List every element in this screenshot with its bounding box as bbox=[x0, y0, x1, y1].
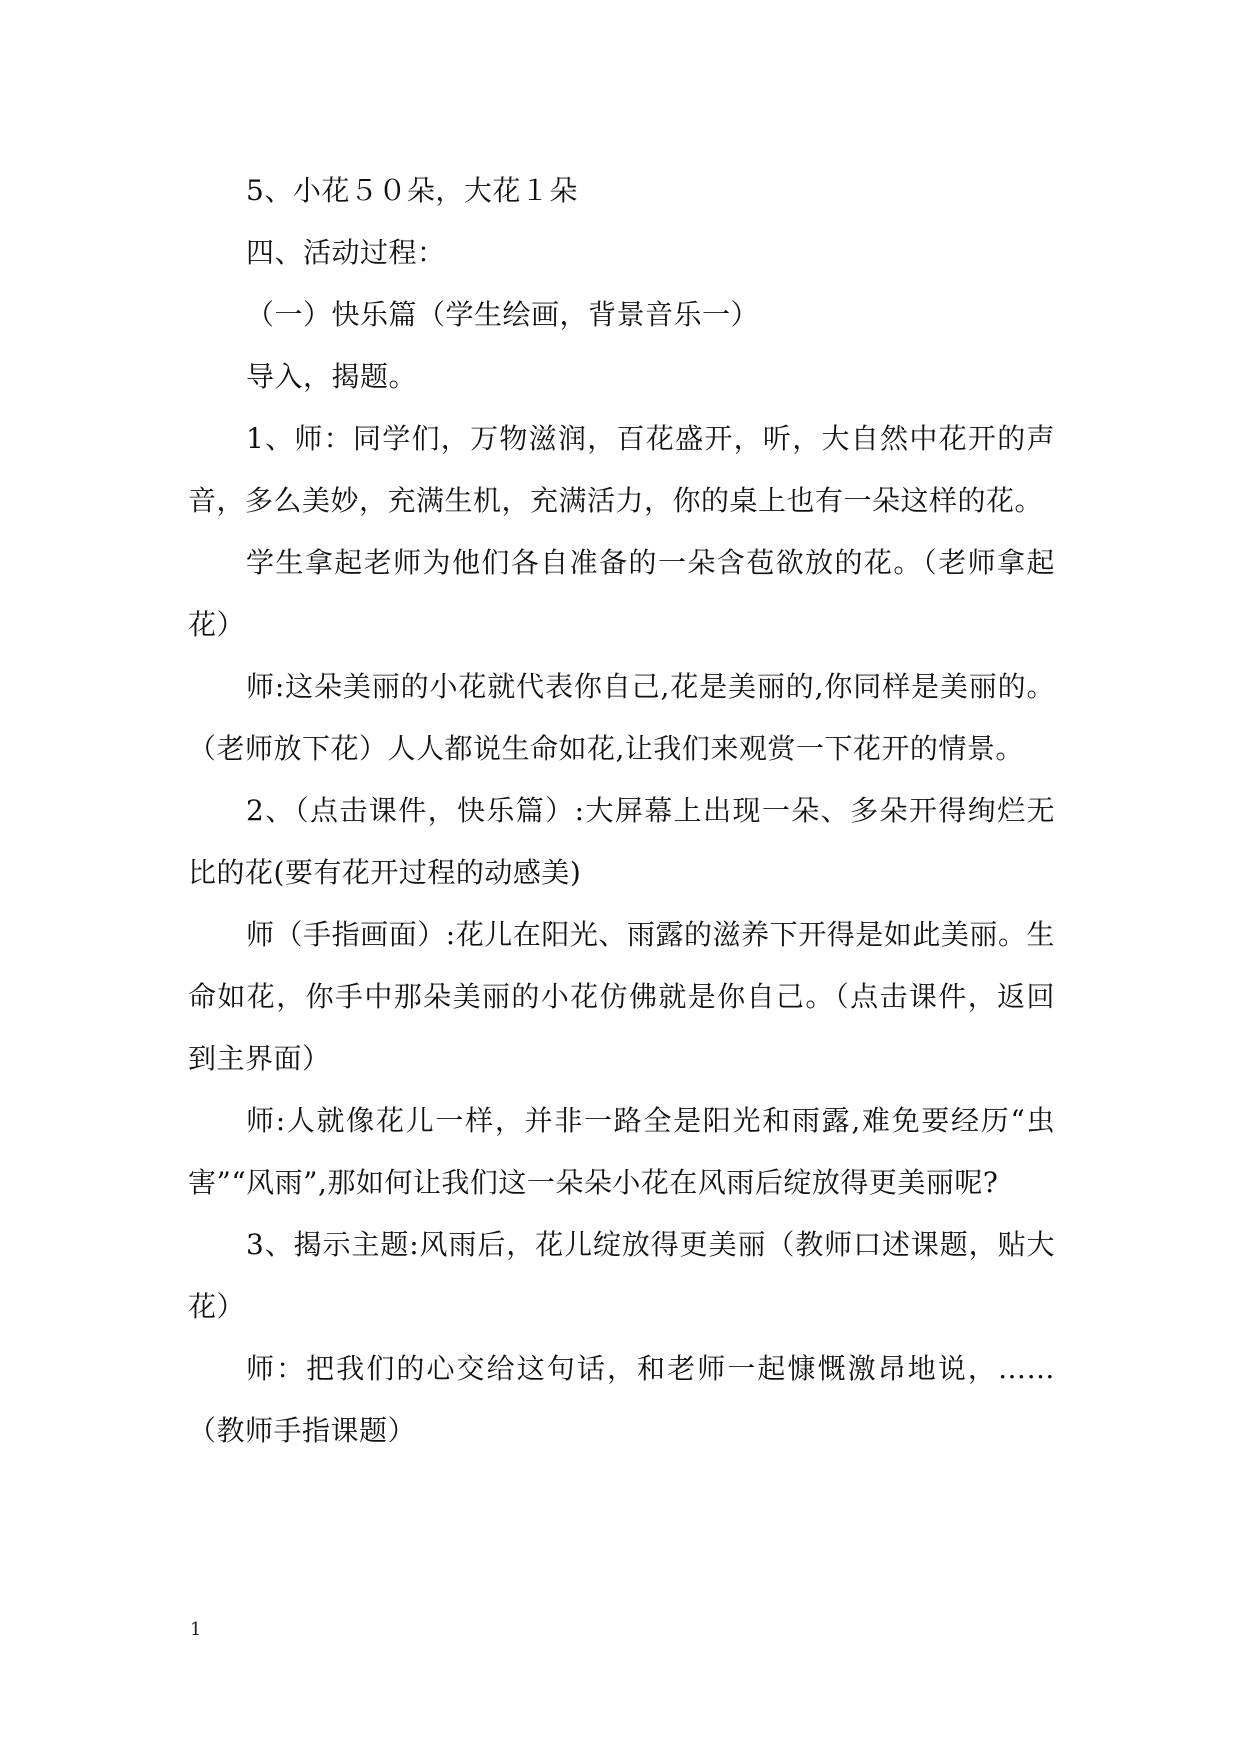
paragraph-teacher-read-title: 师：把我们的心交给这句话，和老师一起慷慨激昂地说，……（教师手指课题） bbox=[188, 1352, 1055, 1447]
paragraph-teacher-screen: 师（手指画面）:花儿在阳光、雨露的滋养下开得是如此美丽。生命如花，你手中那朵美丽的小花仿佛就是你自己。（点击课件，返回到主界面） bbox=[188, 918, 1055, 1075]
paragraph-teacher-wind-rain: 师:人就像花儿一样，并非一路全是阳光和雨露,难免要经历“虫害”“风雨”,那如何让我们这一朵朵小花在风雨后绽放得更美丽呢? bbox=[188, 1104, 1055, 1199]
paragraph-step-1: 1、师：同学们，万物滋润，百花盛开，听，大自然中花开的声音，多么美妙，充满生机，充满活力，你的桌上也有一朵这样的花。 bbox=[188, 422, 1055, 517]
paragraph-step-2: 2、（点击课件，快乐篇）:大屏幕上出现一朵、多朵开得绚烂无比的花(要有花开过程的动感美) bbox=[188, 794, 1055, 889]
page-number: 1 bbox=[190, 1619, 202, 1640]
paragraph-subsection-heading: （一）快乐篇（学生绘画，背景音乐一） bbox=[246, 298, 760, 331]
paragraph-step-3: 3、揭示主题:风雨后，花儿绽放得更美丽（教师口述课题，贴大花） bbox=[188, 1228, 1055, 1323]
document-body bbox=[188, 160, 1055, 1462]
paragraph-introduction: 导入，揭题。 bbox=[246, 360, 418, 393]
paragraph-teacher-flower: 师:这朵美丽的小花就代表你自己,花是美丽的,你同样是美丽的。（老师放下花）人人都说生命如花,让我们来观赏一下花开的情景。 bbox=[188, 670, 1055, 765]
paragraph-materials-item-5: 5、小花５０朵，大花１朵 bbox=[246, 174, 578, 207]
paragraph-students-pick-flower: 学生拿起老师为他们各自准备的一朵含苞欲放的花。（老师拿起花） bbox=[188, 546, 1055, 641]
paragraph-section-heading: 四、活动过程： bbox=[246, 236, 446, 269]
